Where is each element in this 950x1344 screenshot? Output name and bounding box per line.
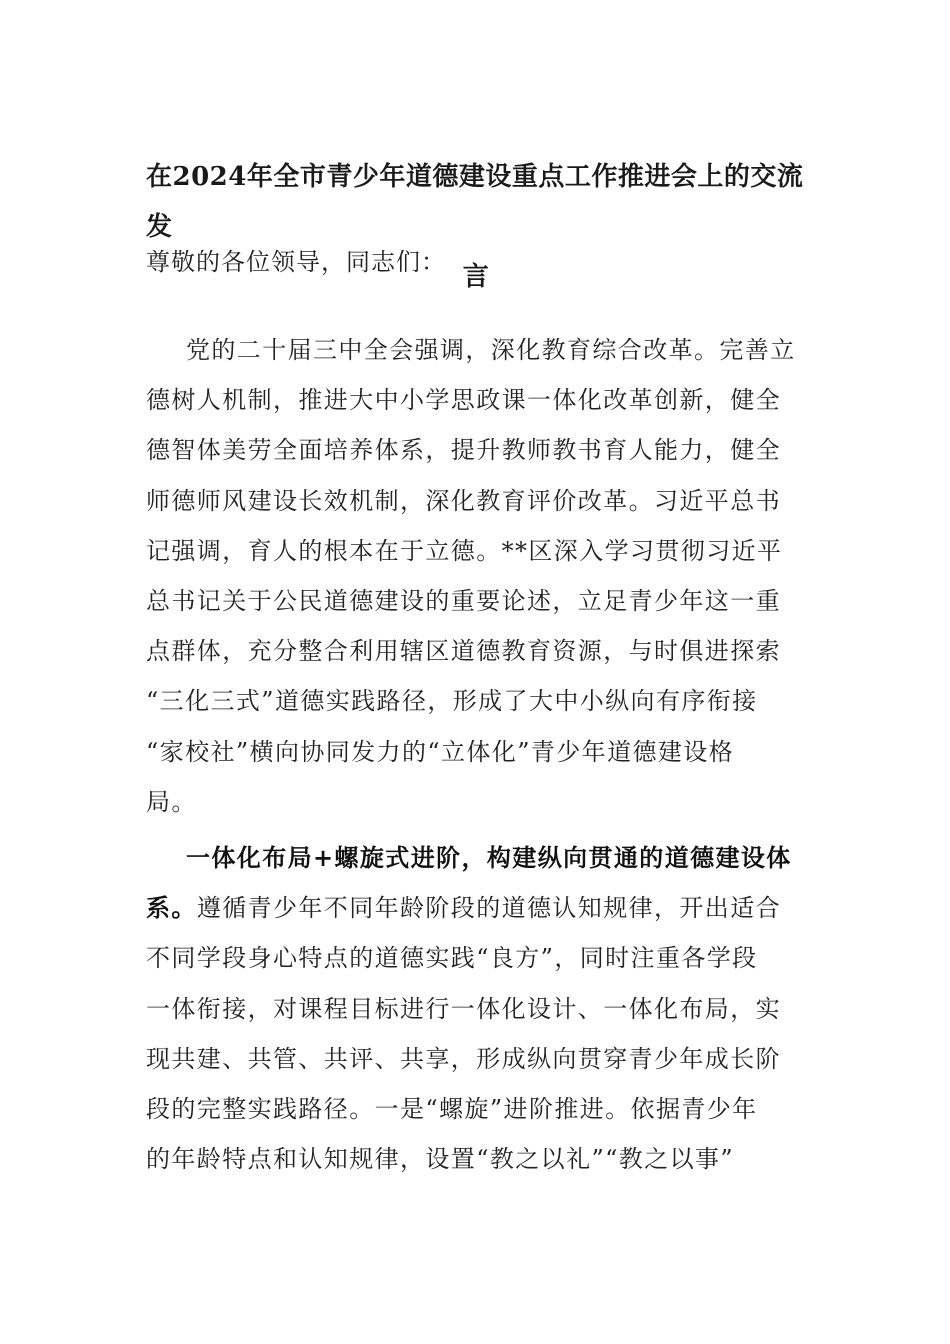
paragraph-line: “三化三式”道德实践路径，形成了大中小纵向有序衔接 [146,687,758,716]
paragraph-line: 德智体美劳全面培养体系，提升教师教书育人能力，健全 [146,436,781,465]
paragraph-line: 记强调，育人的根本在于立德。**区深入学习贯彻习近平 [146,536,783,565]
paragraph-line [146,883,811,933]
paragraph-line: 总书记关于公民道德建设的重要论述，立足青少年这一重 [146,586,781,615]
paragraph-line: “家校社”横向协同发力的“立体化”青少年道德建设格 [146,737,735,766]
paragraph-section-1 [146,833,811,1184]
paragraph-line: 点群体，充分整合利用辖区道德教育资源，与时俱进探索 [146,637,781,666]
paragraph-line: 党的二十届三中全会强调，深化教育综合改革。完善立 [186,336,796,364]
title-line-1: 在2024年全市青少年道德建设重点工作推进会上的交流发 [146,162,804,242]
paragraph-line: 段的完整实践路径。一是“螺旋”进阶推进。依据青少年 [146,1094,758,1123]
paragraph-line: 现共建、共管、共评、共享，形成纵向贯穿青少年成长阶 [146,1044,781,1073]
paragraph-line: 德树人机制，推进大中小学思政课一体化改革创新，健全 [146,386,781,415]
paragraph-line: 一体衔接，对课程目标进行一体化设计、一体化布局，实 [146,994,781,1023]
paragraph-line: 不同学段身心特点的道德实践“良方”，同时注重各学段 [146,944,758,973]
paragraph-line: 的年龄特点和认知规律，设置“教之以礼”“教之以事” [146,1145,735,1174]
section-heading-line: 一体化布局+螺旋式进阶，构建纵向贯通的道德建设体 [186,843,792,872]
title-line-2: 言 [462,262,490,292]
section-heading-end: 系。 [146,893,197,923]
paragraph-line-rest: 遵循青少年不同年龄阶段的道德认知规律，开出适合 [196,894,782,923]
salutation: 尊敬的各位领导，同志们： [146,248,446,276]
paragraph-line: 局。 [146,787,197,816]
paragraph-intro [146,325,811,827]
paragraph-line: 师德师风建设长效机制，深化教育评价改革。习近平总书 [146,486,781,515]
